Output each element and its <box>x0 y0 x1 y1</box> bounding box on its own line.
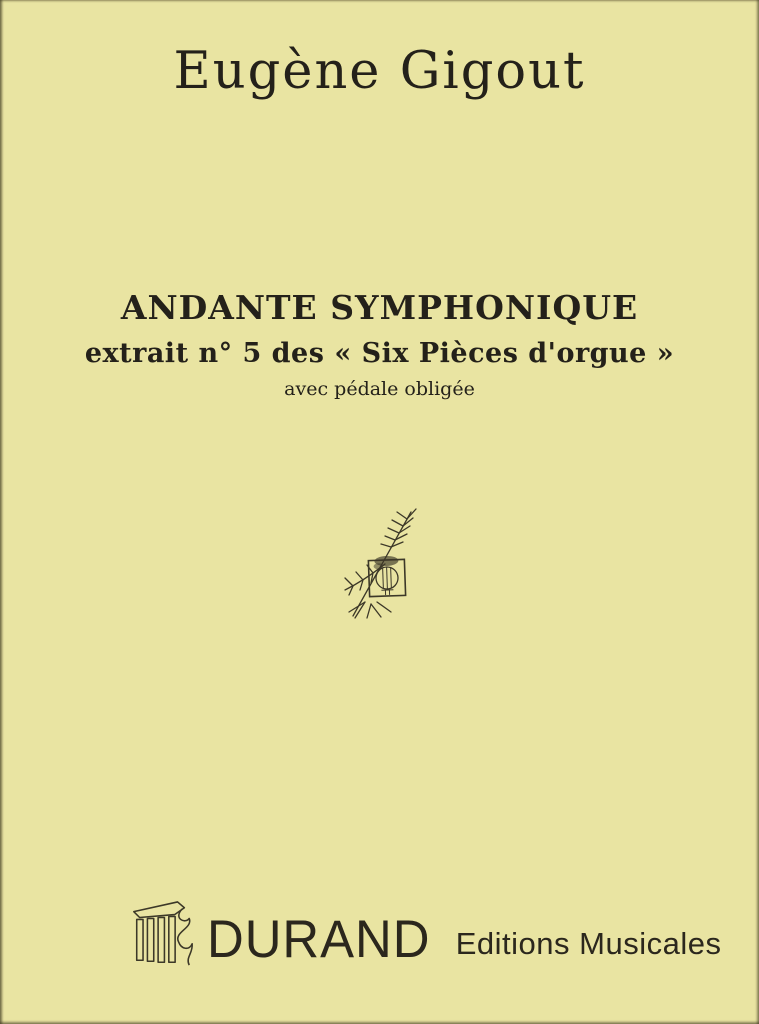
publisher-imprint <box>127 897 721 973</box>
publisher-suffix: Editions Musicales <box>455 926 722 961</box>
durand-column-lyre-logo-icon <box>127 897 197 973</box>
composer-name: Eugène Gigout <box>173 42 586 101</box>
publisher-name: DURAND <box>207 910 431 969</box>
lyre-laurel-ornament-icon <box>332 498 440 620</box>
work-tagline: avec pédale obligée <box>284 378 475 400</box>
work-subtitle: extrait n° 5 des « Six Pièces d'orgue » <box>84 338 675 369</box>
work-title: ANDANTE SYMPHONIQUE <box>120 288 639 327</box>
